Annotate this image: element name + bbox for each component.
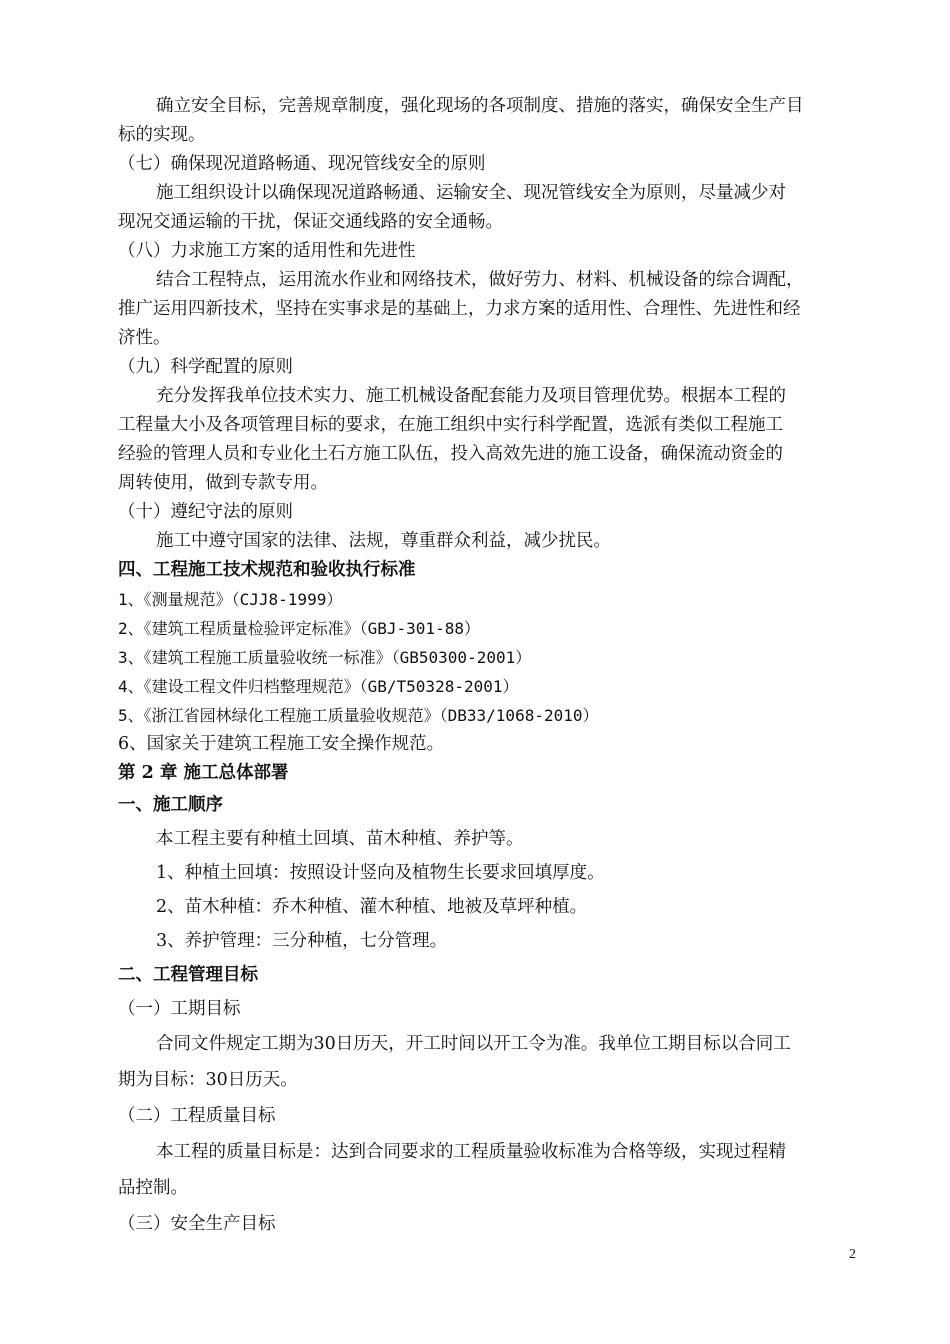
subheading: （一）工期目标 bbox=[118, 999, 241, 1019]
standard-item: 3、《建筑工程施工质量验收统一标准》（GB50300-2001） bbox=[118, 648, 532, 667]
list-item: 1、种植土回填：按照设计竖向及植物生长要求回填厚度。 bbox=[156, 863, 605, 883]
subheading: （八）力求施工方案的适用性和先进性 bbox=[118, 241, 416, 261]
list-item: 3、养护管理：三分种植，七分管理。 bbox=[156, 931, 448, 951]
paragraph-line: 确立安全目标，完善规章制度，强化现场的各项制度、措施的落实，确保安全生产目 bbox=[156, 96, 804, 116]
subheading: （二）工程质量目标 bbox=[118, 1106, 276, 1126]
section-heading: 二、工程管理目标 bbox=[118, 965, 258, 985]
standard-item: 5、《浙江省园林绿化工程施工质量验收规范》（DB33/1068-2010） bbox=[118, 706, 599, 725]
paragraph-line: 周转使用，做到专款专用。 bbox=[118, 473, 328, 493]
standard-item: 1、《测量规范》（CJJ8-1999） bbox=[118, 590, 343, 609]
paragraph-line: 济性。 bbox=[118, 328, 171, 348]
subheading: （七）确保现况道路畅通、现况管线安全的原则 bbox=[118, 154, 486, 174]
paragraph-line: 施工中遵守国家的法律、法规，尊重群众利益，减少扰民。 bbox=[156, 531, 611, 551]
paragraph-line: 经验的管理人员和专业化土石方施工队伍，投入高效先进的施工设备，确保流动资金的 bbox=[118, 444, 783, 464]
subheading: （九）科学配置的原则 bbox=[118, 357, 293, 377]
chapter-heading: 第 2 章 施工总体部署 bbox=[118, 763, 289, 783]
page-number: 2 bbox=[849, 1247, 856, 1262]
standard-item: 2、《建筑工程质量检验评定标准》（GBJ-301-88） bbox=[118, 619, 480, 638]
paragraph-line: 本工程的质量目标是：达到合同要求的工程质量验收标准为合格等级，实现过程精 bbox=[156, 1142, 786, 1162]
paragraph-line: 期为目标：30日历天。 bbox=[118, 1070, 298, 1090]
paragraph-line: 现况交通运输的干扰，保证交通线路的安全通畅。 bbox=[118, 212, 503, 232]
list-item: 2、苗木种植：乔木种植、灌木种植、地被及草坪种植。 bbox=[156, 897, 588, 917]
document-body bbox=[118, 92, 860, 1242]
standard-item: 4、《建设工程文件归档整理规范》（GB/T50328-2001） bbox=[118, 677, 519, 696]
paragraph-line: 本工程主要有种植土回填、苗木种植、养护等。 bbox=[156, 829, 524, 849]
paragraph-line: 品控制。 bbox=[118, 1178, 188, 1198]
paragraph-line: 充分发挥我单位技术实力、施工机械设备配套能力及项目管理优势。根据本工程的 bbox=[156, 386, 786, 406]
section-heading: 四、工程施工技术规范和验收执行标准 bbox=[118, 560, 416, 580]
subheading: （十）遵纪守法的原则 bbox=[118, 502, 293, 522]
paragraph-line: 合同文件规定工期为30日历天，开工时间以开工令为准。我单位工期目标以合同工 bbox=[156, 1034, 791, 1054]
standard-item: 6、国家关于建筑工程施工安全操作规范。 bbox=[118, 734, 445, 754]
subheading: （三）安全生产目标 bbox=[118, 1214, 276, 1234]
section-heading: 一、施工顺序 bbox=[118, 795, 223, 815]
paragraph-line: 标的实现。 bbox=[118, 125, 206, 145]
paragraph-line: 工程量大小及各项管理目标的要求，在施工组织中实行科学配置，选派有类似工程施工 bbox=[118, 415, 783, 435]
paragraph-line: 结合工程特点，运用流水作业和网络技术，做好劳力、材料、机械设备的综合调配， bbox=[156, 270, 804, 290]
paragraph-line: 施工组织设计以确保现况道路畅通、运输安全、现况管线安全为原则，尽量减少对 bbox=[156, 183, 786, 203]
paragraph-line: 推广运用四新技术，坚持在实事求是的基础上，力求方案的适用性、合理性、先进性和经 bbox=[118, 299, 801, 319]
